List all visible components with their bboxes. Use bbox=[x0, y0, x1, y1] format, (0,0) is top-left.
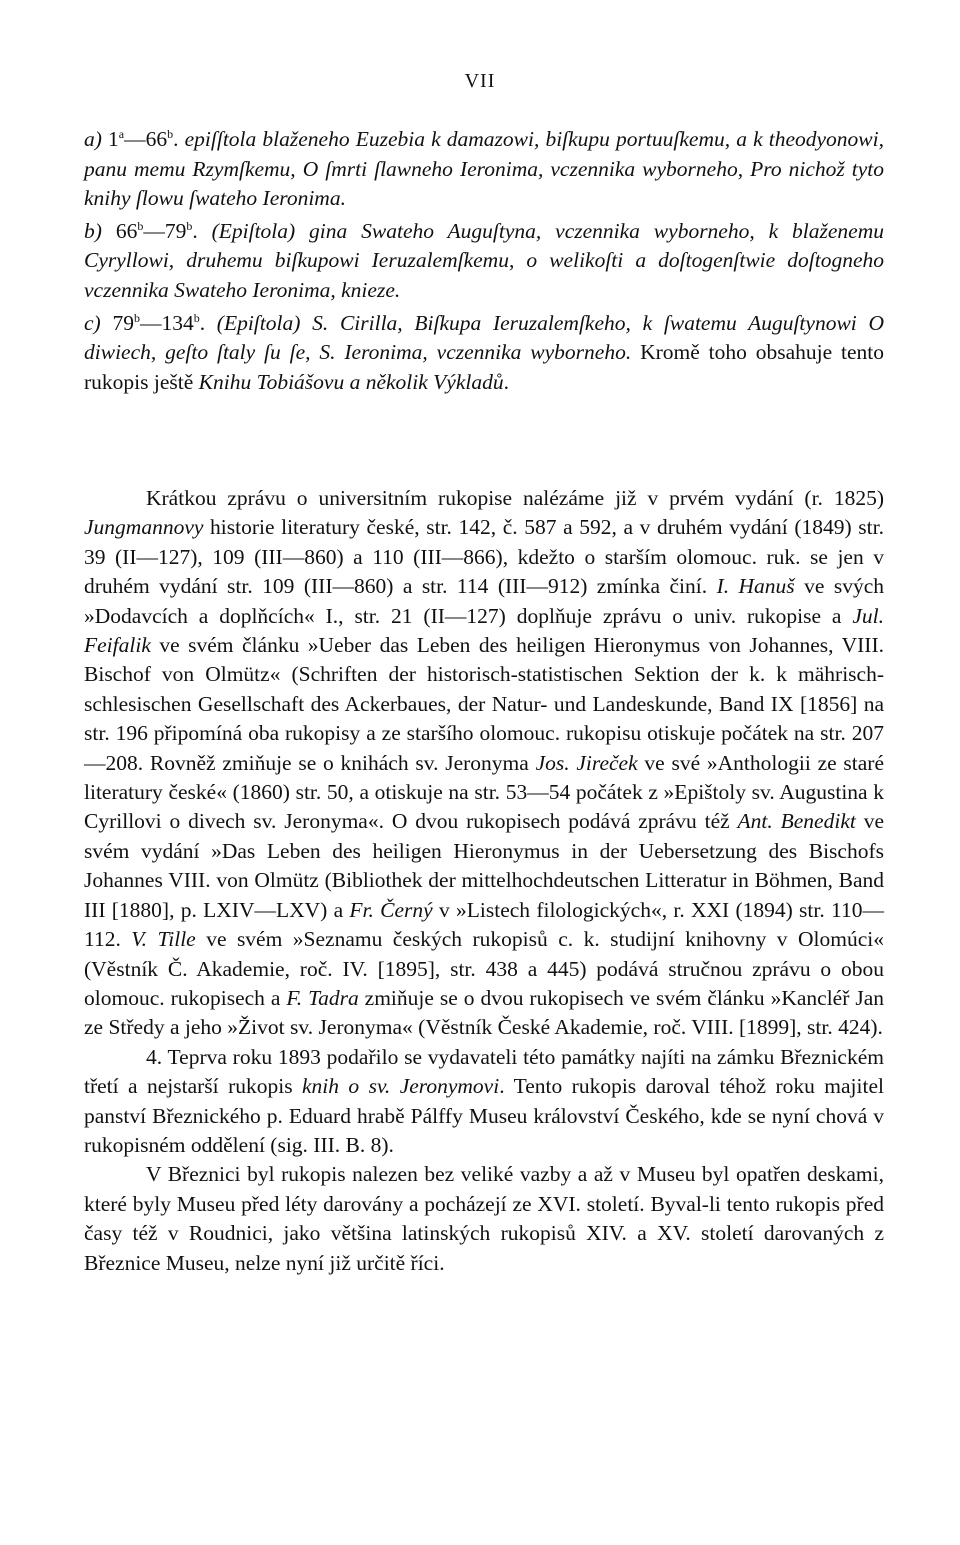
paragraph-section-4: 4. Teprva roku 1893 podařilo se vydavateli této památky najíti na zámku Březnickém třetí a nejstarší rukopis knih o sv. Jeronymovi. Tento rukopis daroval téhož roku majitel panství Březnického p. Eduard hrabě Pálffy Museu království Českého, kde se nyní chová v rukopisném oddělení (sig. III. B. 8). bbox=[84, 1044, 884, 1157]
folio-range: 1$^a$—66$^b$. bbox=[108, 126, 179, 151]
entry-label: c) bbox=[84, 310, 101, 335]
entry-note: Kromě toho obsahuje tento rukopis ještě Knihu Tobiášovu a několik Výkladů. bbox=[84, 340, 885, 394]
paragraph-brezenice: V Březnici byl rukopis nalezen bez veliké vazby a až v Museu byl opatřen deskami, které byly Museu před léty darovány a pocházejí ze XVI. století. Byval-li tento rukopis před časy též v Roudnici, jako většina latinských rukopisů XIV. a XV. století darovaných z Březnice Museu, nelze nyní již určitě říci. bbox=[84, 1162, 884, 1275]
manuscript-contents-list bbox=[84, 125, 884, 400]
entry-text: (Epiſtola) gina Swateho Auguſtyna, vczennika wyborneho, k blaženemu Cyryllowi, druhemu biſkupowi Ieruzalemſkemu, o welikoſti a doſtogenſtwie doſtogneho vczennika Swateho Ieronima, knieze. bbox=[84, 218, 884, 302]
body-text bbox=[84, 484, 884, 1278]
folio-range: 66$^b$—79$^b$. bbox=[115, 218, 198, 243]
paragraph-literature-review: Krátkou zprávu o universitním rukopise nalézáme již v prvém vydání (r. 1825) Jungmannovy historie literatury české, str. 142, č. 587 a 592, a v druhém vydání (1849) str. 39 (II—127), 109 (III—860) a 110 (III—866), kdežto o starším olomouc. ruk. se jen v druhém vydání str. 109 (III—860) a str. 114 (III—912) zmínka činí. I. Hanuš ve svých »Dodavcích a doplňcích« I., str. 21 (II—127) doplňuje zprávu o univ. rukopise a Jul. Feifalik ve svém článku »Ueber das Leben des heiligen Hieronymus von Johannes, VIII. Bischof von Olmütz« (Schriften der historisch-statistischen Sektion der k. k mährisch-schlesischen Gesellschaft des Ackerbaues, der Natur- und Landeskunde, Band IX [1856] na str. 196 připomíná oba rukopisy a ze staršího olomouc. rukopisu otiskuje počátek na str. 207—208. Rovněž zmiňuje se o knihách sv. Jeronyma Jos. Jireček ve své »Anthologii ze staré literatury české« (1860) str. 50, a otiskuje na str. 53—54 počátek z »Epištoly sv. Augustina k Cyrillovi o divech sv. Jeronyma«. O dvou rukopisech podává zprávu též Ant. Benedikt ve svém vydání »Das Leben des heiligen Hieronymus in der Uebersetzung des Bischofs Johannes VIII. von Olmütz (Bibliothek der mittelhochdeutschen Litteratur in Böhmen, Band III [1880], p. LXIV—LXV) a Fr. Černý v »Listech filologických«, r. XXI (1894) str. 110—112. V. Tille ve svém »Seznamu českých rukopisů c. k. studijní knihovny v Olomúci« (Věstník Č. Akademie, roč. IV. [1895], str. 438 a 445) podává stručnou zprávu o obou olomouc. rukopisech a F. Tadra zmiňuje se o dvou rukopisech ve svém článku »Kancléř Jan ze Středy a jeho »Život sv. Jeronyma« (Věstník České Akademie, roč. VIII. [1899], str. 424). bbox=[84, 486, 885, 1040]
contents-entry-c bbox=[84, 309, 884, 398]
page-number: VII bbox=[464, 70, 496, 92]
entry-label: a) bbox=[84, 127, 102, 151]
contents-entry-a bbox=[84, 125, 884, 214]
contents-entry-b bbox=[84, 217, 884, 306]
entry-text: (Epiſtola) S. Cirilla, Biſkupa Ieruzalemſkeho, k ſwatemu Auguſtynowi O diwiech, geſto ſtaly ſu ſe, S. Ieronima, vczennika wyborneho. bbox=[84, 310, 885, 365]
folio-range: 79$^b$—134$^b$. bbox=[112, 310, 206, 335]
entry-text: epiſſtola blaženeho Euzebia k damazowi, biſkupu portuuſkemu, a k theodyonowi, panu memu Rzymſkemu, O ſmrti ſlawneho Ieronima, vczennika wyborneho, Pro nichož tyto knihy ſlowu ſwateho Ieronima. bbox=[84, 127, 885, 211]
entry-label: b) bbox=[84, 218, 102, 243]
